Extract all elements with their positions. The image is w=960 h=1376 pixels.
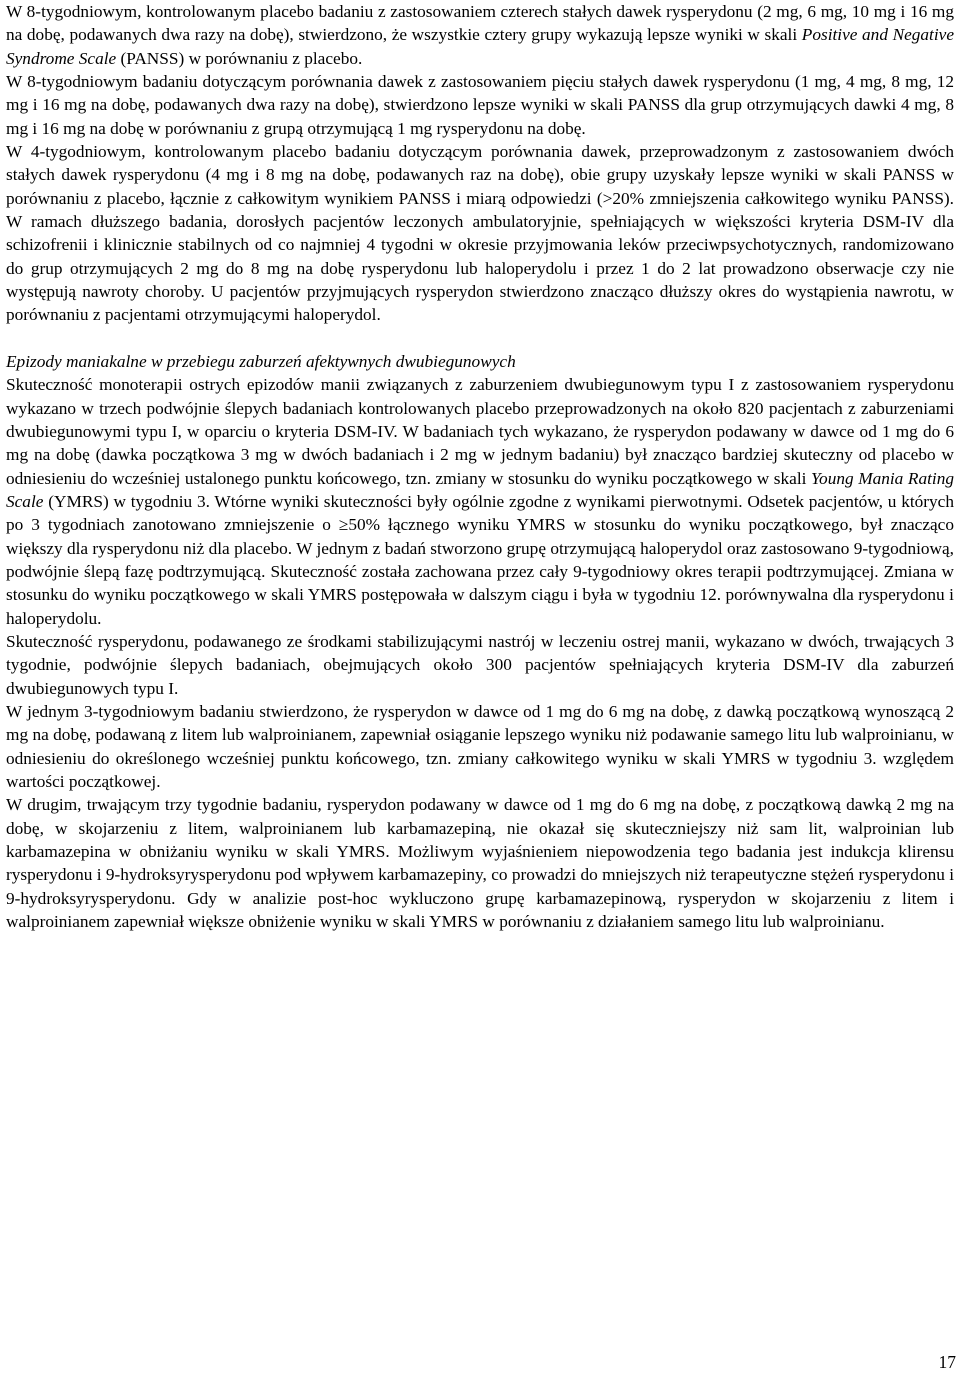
paragraph-mania-3: W jednym 3-tygodniowym badaniu stwierdzono, że rysperydon w dawce od 1 mg do 6 mg na dobę, z dawką początkową wynoszącą 2 mg na dobę, podawaną z litem lub walproinianem, zapewniał osiąganie lepszego wyniku niż podawanie samego litu lub walproinianu, w odniesieniu do określonego wcześniej punktu końcowego, tzn. zmiany całkowitego wyniku w skali YMRS w tygodniu 3. względem wartości początkowej. xyxy=(6,701,954,791)
paragraph-mania-1-text-b: (YMRS) w tygodniu 3. Wtórne wyniki skuteczności były ogólnie zgodne z wynikami pierwotnymi. Odsetek pacjentów, u których po 3 tygodniach zanotowano zmniejszenie o ≥50% łącznego wyniku YMRS w stosunku do wyniku początkowego, był znacząco większy dla rysperydonu niż dla placebo. W jednym z badań stworzono grupę otrzymującą haloperydol oraz zastosowano 9-tygodniową, podwójnie ślepą fazę podtrzymującą. Skuteczność została zachowana przez cały 9-tygodniowy okres terapii podtrzymującej. Zmiana w stosunku do wyniku początkowego w skali YMRS postępowała w dalszym ciągu i była w tygodniu 12. porównywalna dla rysperydonu i haloperydolu. xyxy=(6,491,954,628)
paragraph-intro-1-text-a: W 8-tygodniowym, kontrolowanym placebo badaniu z zastosowaniem czterech stałych dawek rysperydonu (2 mg, 6 mg, 10 mg i 16 mg na dobę, podawanych dwa razy na dobę), stwierdzono, że wszystkie cztery grupy wykazują lepsze wyniki w skali xyxy=(6,2,954,45)
paragraph-mania-4: W drugim, trwającym trzy tygodnie badaniu, rysperydon podawany w dawce od 1 mg do 6 mg na dobę, z początkową dawką 2 mg na dobę, w skojarzeniu z litem, walproinianem lub karbamazepiną, nie okazał się skuteczniejszy niż sam lit, walproinian lub karbamazepina w obniżaniu wyniku w skali YMRS. Możliwym wyjaśnieniem niepowodzenia tego badania jest indukcja klirensu rysperydonu i 9-hydroksyrysperydonu pod wpływem karbamazepiny, co prowadzi do mniejszych niż terapeutyczne stężeń rysperydonu i 9-hydroksyrysperydonu. Gdy w analizie post-hoc wykluczono grupę karbamazepinową, rysperydon w skojarzeniu z litem i walproinianem zapewniał większe obniżenie wyniku w skali YMRS w porównaniu z działaniem samego litu lub walproinianu. xyxy=(6,795,954,932)
paragraph-mania-1 xyxy=(6,373,954,630)
section-heading: Epizody maniakalne w przebiegu zaburzeń afektywnych dwubiegunowych xyxy=(6,351,516,371)
paragraph-mania-1-text-a: Skuteczność monoterapii ostrych epizodów manii związanych z zaburzeniem dwubiegunowym typu I z zastosowaniem rysperydonu wykazano w trzech podwójnie ślepych badaniach kontrolowanych placebo przeprowadzonych na około 820 pacjentach z zaburzeniami dwubiegunowymi typu I, w oparciu o kryteria DSM-IV. W badaniach tych wykazano, że rysperydon podawany w dawce od 1 mg do 6 mg na dobę (dawka początkowa 3 mg w dwóch badaniach i 2 mg w jednym badaniu) był znacząco bardziej skuteczny od placebo w odniesieniu do wcześniej ustalonego punktu końcowego, tzn. zmiany w stosunku do wyniku początkowego w skali xyxy=(6,375,954,488)
paragraph-spacer xyxy=(6,327,954,350)
paragraph-intro-2: W 8-tygodniowym badaniu dotyczącym porównania dawek z zastosowaniem pięciu stałych dawek rysperydonu (1 mg, 4 mg, 8 mg, 12 mg i 16 mg na dobę, podawanych dwa razy na dobę), stwierdzono lepsze wyniki w skali PANSS dla grup otrzymujących dawki 4 mg, 8 mg i 16 mg na dobę w porównaniu z grupą otrzymującą 1 mg rysperydonu na dobę. xyxy=(6,72,954,138)
ymrs-scale-name: Young Mania Rating Scale xyxy=(6,468,954,511)
paragraph-intro-3: W 4-tygodniowym, kontrolowanym placebo badaniu dotyczącym porównania dawek, przeprowadzonym z zastosowaniem dwóch stałych dawek rysperydonu (4 mg i 8 mg na dobę, podawanych raz na dobę), obie grupy uzyskały lepsze wyniki w skali PANSS w porównaniu z placebo, łącznie z całkowitym wynikiem PANSS i miarą odpowiedzi (>20% zmniejszenia całkowitego wyniku PANSS). W ramach dłuższego badania, dorosłych pacjentów leczonych ambulatoryjnie, spełniających w większości kryteria DSM-IV dla schizofrenii i klinicznie stabilnych od co najmniej 4 tygodni w okresie przyjmowania leków przeciwpsychotycznych, randomizowano do grup otrzymujących 2 mg do 8 mg na dobę rysperydonu lub haloperydolu i przez 1 do 2 lat prowadzono obserwacje czy nie występują nawroty choroby. U pacjentów przyjmujących rysperydon stwierdzono znacząco dłuższy okres do wystąpienia nawrotu, w porównaniu z pacjentami otrzymującymi haloperydol. xyxy=(6,142,954,325)
panss-scale-name: Positive and Negative Syndrome Scale xyxy=(6,25,954,68)
paragraph-mania-2: Skuteczność rysperydonu, podawanego ze środkami stabilizującymi nastrój w leczeniu ostrej manii, wykazano w dwóch, trwających 3 tygodnie, podwójnie ślepych badaniach, obejmujących około 300 pacjentów spełniających kryteria DSM-IV dla zaburzeń dwubiegunowych typu I. xyxy=(6,631,954,698)
paragraph-intro-1-text-b: (PANSS) w porównaniu z placebo. xyxy=(116,48,363,68)
page-number: 17 xyxy=(938,1352,956,1372)
paragraph-intro-1 xyxy=(6,0,954,70)
document-page xyxy=(6,0,954,933)
